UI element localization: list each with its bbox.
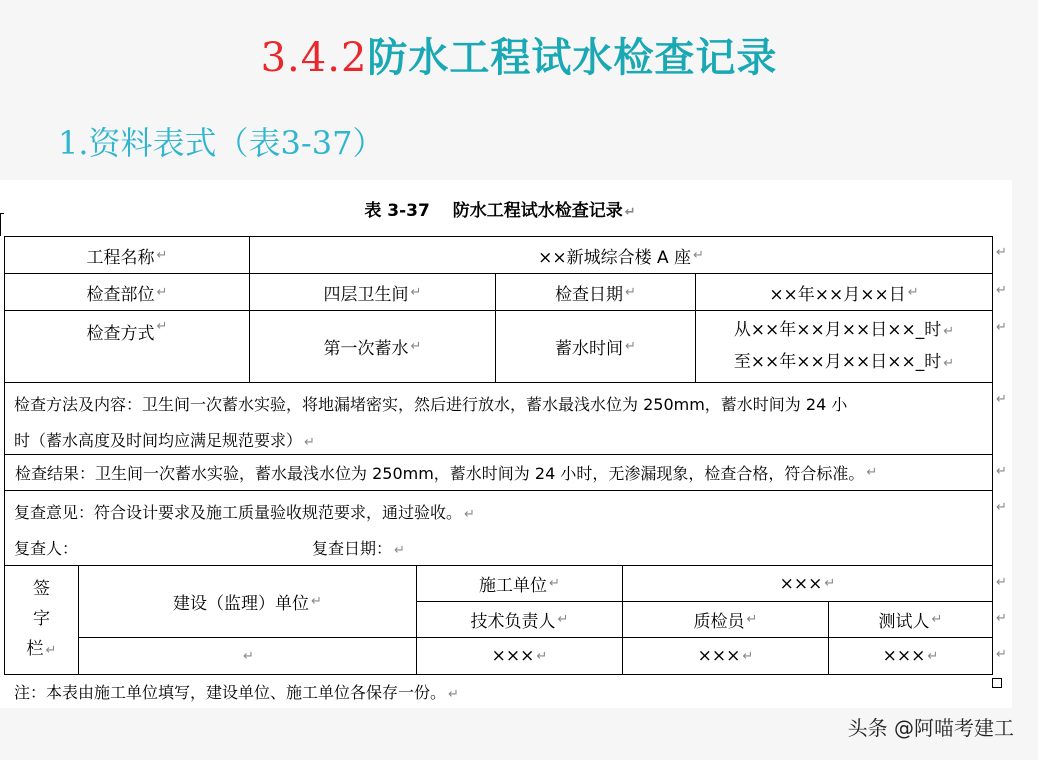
tester-value: ××× ↵ — [828, 637, 993, 675]
row-end-mark: ↵ — [996, 283, 1007, 298]
method-content-line2: 时（蓄水高度及时间均应满足规范要求） ↵ — [14, 431, 315, 450]
inspect-method-label: 检查方式 ↵ — [4, 310, 250, 383]
inspect-date-label: 检查日期 ↵ — [495, 273, 696, 311]
review-date-label: 复查日期： ↵ — [312, 539, 405, 558]
row-end-mark: ↵ — [996, 500, 1007, 515]
table-caption: 表 3-37 防水工程试水检查记录 ↵ — [364, 201, 636, 221]
row-end-mark: ↵ — [996, 320, 1007, 335]
owner-unit-sign: ↵ — [78, 637, 417, 675]
row-end-mark: ↵ — [996, 575, 1007, 590]
construction-unit-label: 施工单位 ↵ — [416, 565, 623, 602]
row-end-mark: ↵ — [996, 245, 1007, 260]
method-content-line1: 检查方法及内容：卫生间一次蓄水实验，将地漏堵密实，然后进行放水，蓄水最浅水位为 250mm，蓄水时间为 24 小 — [14, 395, 848, 414]
qc-label: 质检员 ↵ — [622, 601, 829, 638]
title-number: 3.4.2 — [260, 35, 368, 81]
signature-column-label — [4, 565, 79, 675]
table-note: 注：本表由施工单位填写，建设单位、施工单位各保存一份。 ↵ — [14, 683, 459, 702]
store-time-to: 至××年××月××日××_时 — [733, 351, 942, 372]
sign-char-1: 签 — [33, 579, 50, 599]
review-opinion: 复查意见：符合设计要求及施工质量验收规范要求，通过验收。 ↵ — [14, 503, 475, 522]
qc-value: ××× ↵ — [622, 637, 829, 675]
reviewer-label: 复查人： — [14, 539, 79, 558]
project-name-label: 工程名称 ↵ — [4, 236, 250, 274]
inspect-part-label: 检查部位 ↵ — [4, 273, 250, 311]
row-end-mark: ↵ — [996, 611, 1007, 626]
sign-char-2: 字 — [33, 609, 50, 629]
row-end-mark: ↵ — [996, 647, 1007, 662]
subtitle: 1.资料表式（表3-37） — [58, 124, 385, 162]
watermark: 头条 @阿喵考建工 — [847, 716, 1014, 740]
tester-label: 测试人 ↵ — [828, 601, 993, 638]
page-title — [0, 26, 1038, 83]
project-name-value: ××新城综合楼 A 座 ↵ — [249, 236, 993, 274]
store-time-from: 从××年××月××日××_时 — [733, 319, 942, 340]
tech-lead-value: ××× ↵ — [416, 637, 623, 675]
sign-char-3: 栏 ↵ — [26, 639, 57, 659]
inspect-date-value: ××年××月××日 ↵ — [695, 273, 993, 311]
inspect-method-value: 第一次蓄水 ↵ — [249, 310, 496, 383]
page-corner-mark — [992, 678, 1002, 688]
inspect-part-value: 四层卫生间 ↵ — [249, 273, 496, 311]
tech-lead-label: 技术负责人 ↵ — [416, 601, 623, 638]
row-end-mark: ↵ — [996, 392, 1007, 407]
construction-unit-value: ××× ↵ — [622, 565, 993, 602]
store-time-label: 蓄水时间 ↵ — [495, 310, 696, 383]
store-time-value: 从××年××月××日××_时 ↵ 至××年××月××日××_时 ↵ — [695, 310, 993, 383]
result-cell: 检查结果：卫生间一次蓄水实验，蓄水最浅水位为 250mm，蓄水时间为 24 小时，无渗漏现象，检查合格，符合标准。 ↵ — [4, 454, 993, 491]
title-text: 防水工程试水检查记录 — [367, 35, 778, 81]
row-end-mark: ↵ — [996, 464, 1007, 479]
owner-unit-label: 建设（监理）单位 ↵ — [78, 565, 417, 638]
